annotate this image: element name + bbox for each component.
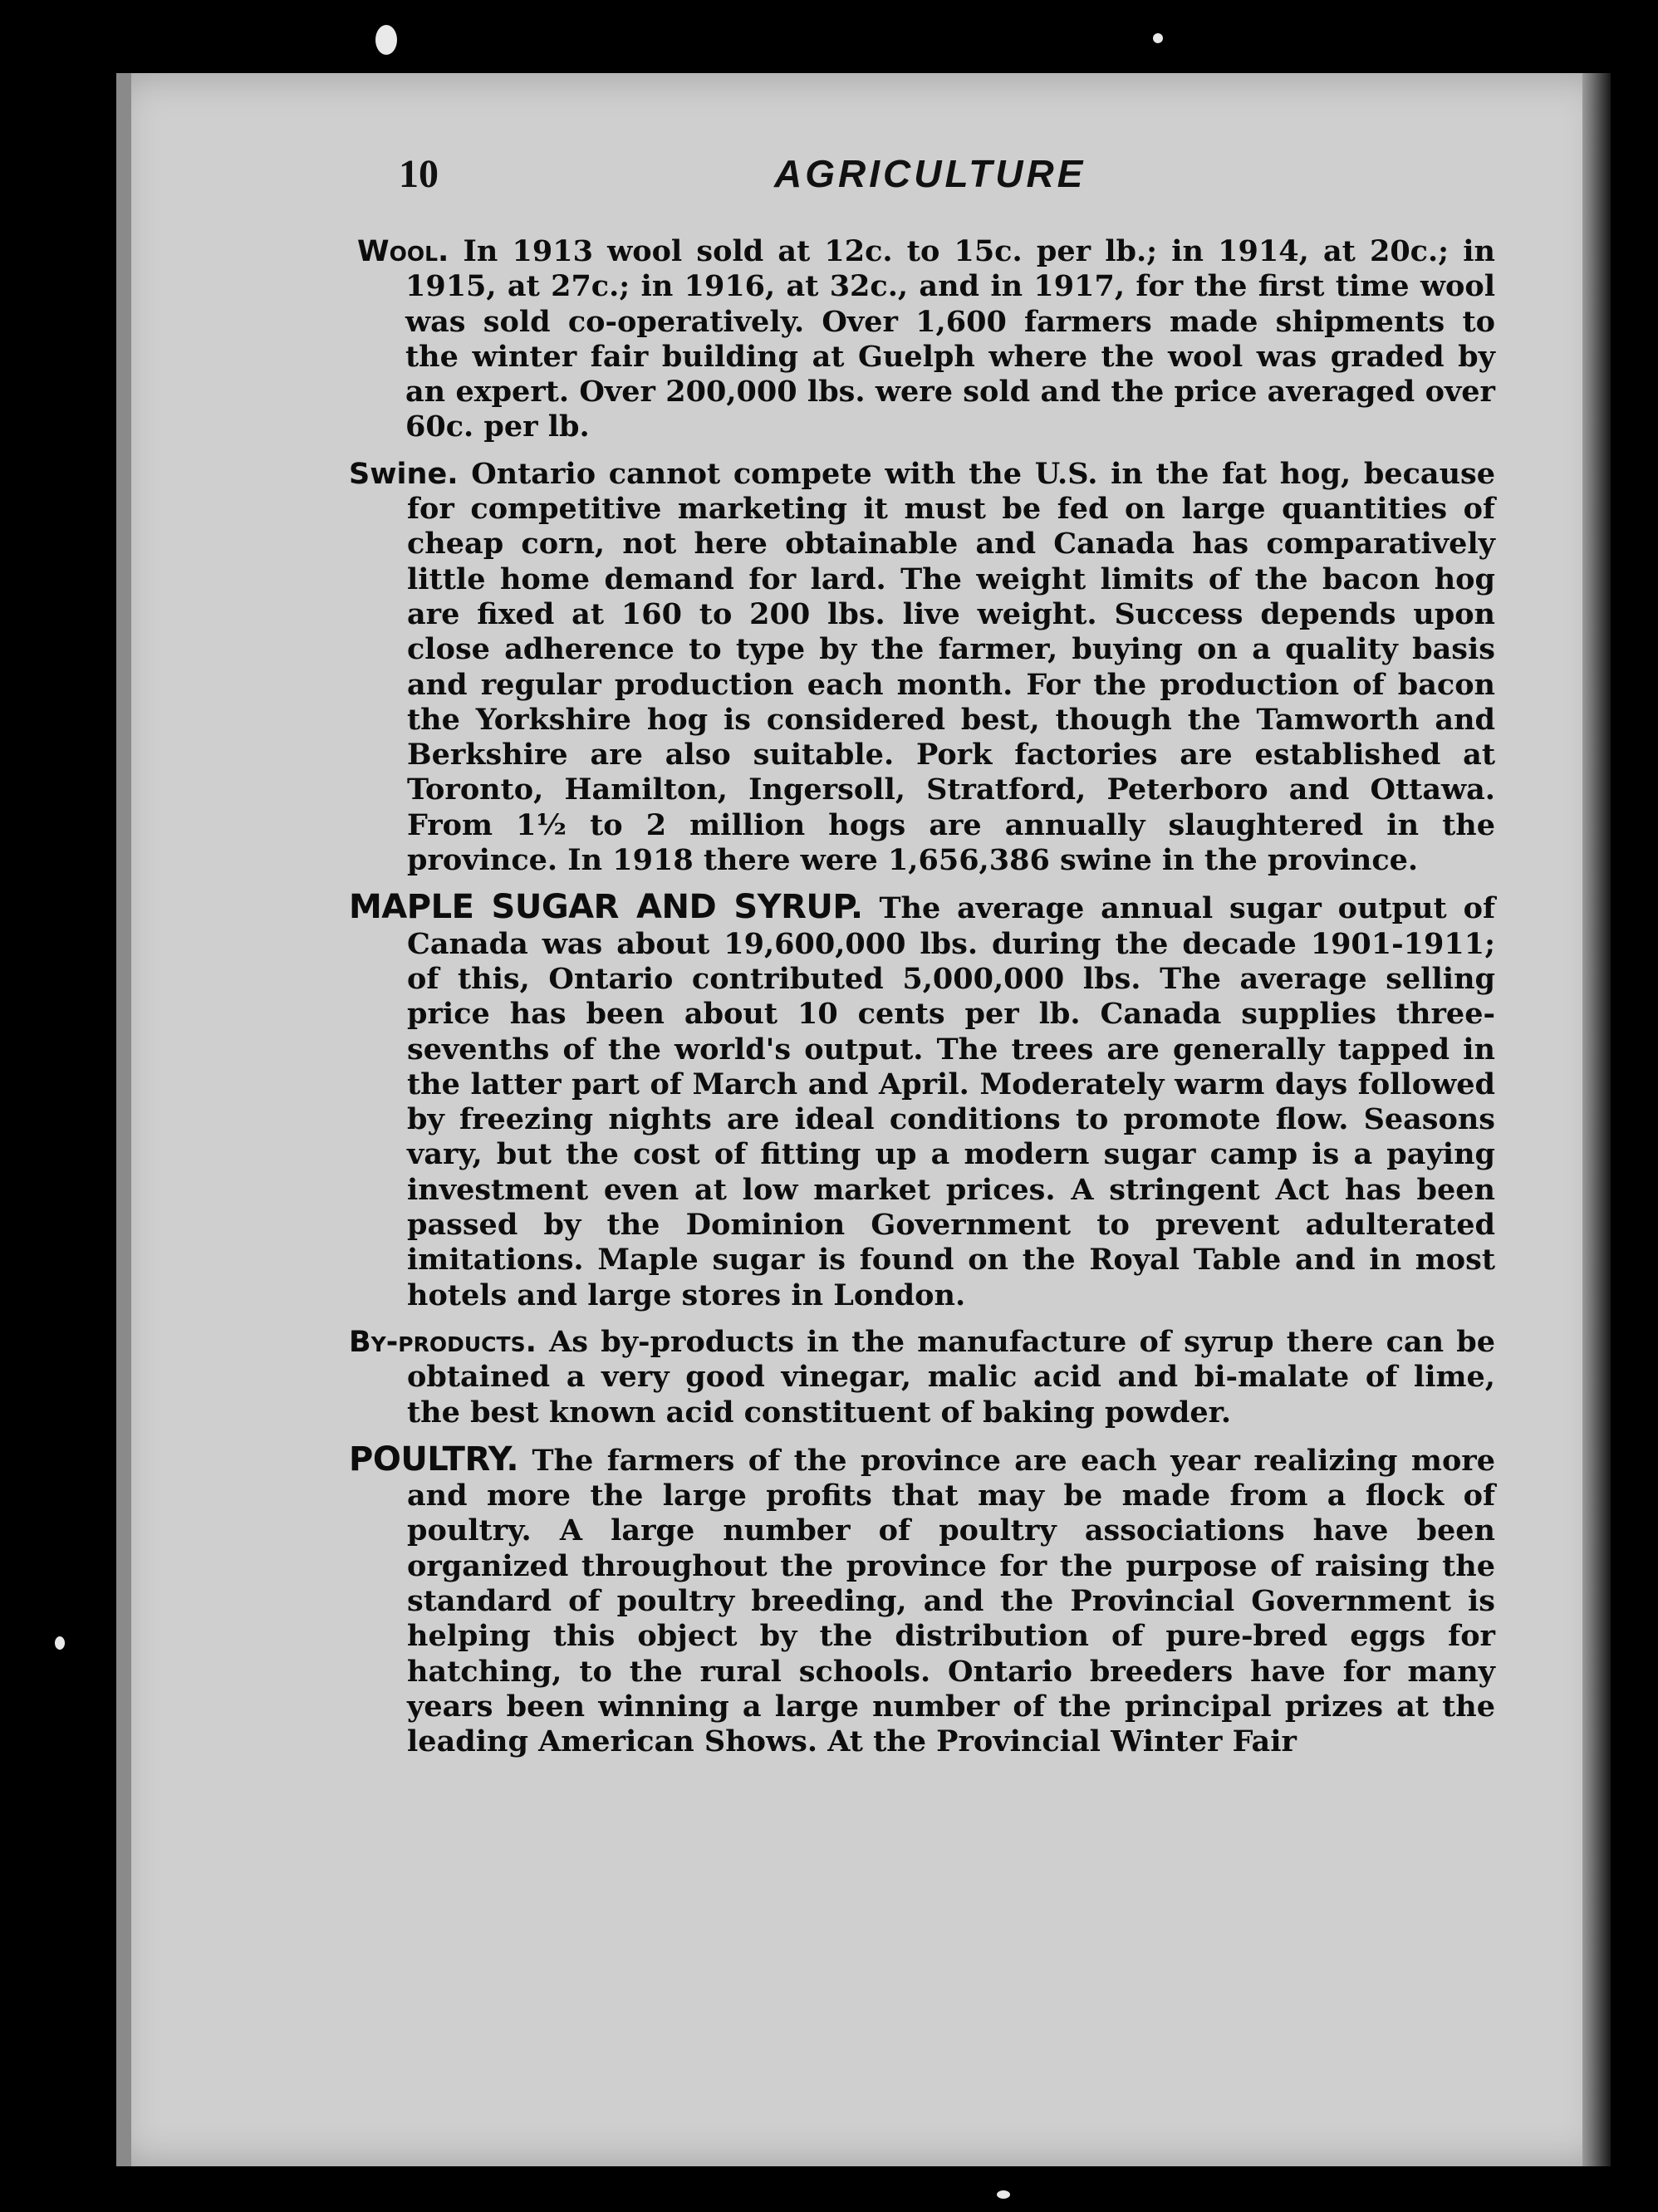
page-number: 10: [399, 152, 439, 196]
section-wool: [357, 234, 1495, 445]
section-heading: Swine.: [349, 457, 459, 491]
section-heading: Wool.: [357, 235, 449, 268]
section-heading: MAPLE SUGAR AND SYRUP.: [349, 888, 863, 927]
dust-speck: [997, 2190, 1010, 2199]
section-swine: [349, 456, 1495, 879]
page-header: [399, 151, 1620, 218]
page-body: [349, 234, 1496, 1771]
section-heading: POULTRY.: [349, 1440, 519, 1479]
section-text: In 1913 wool sold at 12c. to 15c. per lb.; in 1914, at 20c.; in 1915, at 27c.; in 1916, at 32c., and in 1917, for the first time wool was sold co-operatively. Over 1,600 farmers made shipments to the winter fair building at Guelph where the wool was graded by an expert. Over 200,000 lbs. were sold and the price averaged over 60c. per lb.: [405, 234, 1496, 444]
section-maple-sugar: [349, 888, 1496, 1313]
section-text: The farmers of the province are each year realizing more and more the large profits that may be made from a flock of poultry. A large number of poultry associations have been organized throughout the province for the purpose of raising the standard of poultry breeding, and the Provincial Government is helping this object by the distribution of pure-bred eggs for hatching, to the rural schools. Ontario breeders have for many years been winning a large number of the principal prizes at the leading American Shows. At the Provincial Winter Fair: [407, 1443, 1495, 1759]
dust-speck: [55, 1636, 65, 1650]
section-text: The average annual sugar output of Canada was about 19,600,000 lbs. during the decade 1901-1911; of this, Ontario contributed 5,000,000 lbs. The average selling price has been about 10 cents per lb. Canada supplies three-sevenths of the world's output. The trees are generally tapped in the latter part of March and April. Moderately warm days followed by freezing nights are ideal conditions to promote flow. Seasons vary, but the cost of fitting up a modern sugar camp is a paying investment even at low market prices. A stringent Act has been passed by the Dominion Government to prevent adulterated imitations. Maple sugar is found on the Royal Table and in most hotels and large stores in London.: [407, 891, 1496, 1312]
page-left-edge: [116, 73, 131, 2166]
section-poultry: [349, 1440, 1495, 1760]
dust-speck: [1153, 33, 1163, 43]
section-by-products: [349, 1324, 1496, 1430]
section-heading: By-products.: [349, 1325, 537, 1359]
running-head: AGRICULTURE: [774, 152, 1087, 195]
dust-speck: [375, 25, 397, 55]
page-binding-edge: [1582, 73, 1611, 2166]
section-text: As by-products in the manufacture of syrup there can be obtained a very good vinegar, malic acid and bi-malate of lime, the best known acid constituent of baking powder.: [407, 1324, 1496, 1430]
section-text: Ontario cannot compete with the U.S. in the fat hog, because for competitive marketing it must be fed on large quantities of cheap corn, not here obtainable and Canada has comparatively little home demand for lard. The weight limits of the bacon hog are fixed at 160 to 200 lbs. live weight. Success depends upon close adherence to type by the farmer, buying on a quality basis and regular production each month. For the production of bacon the Yorkshire hog is considered best, though the Tamworth and Berkshire are also suitable. Pork factories are established at Toronto, Hamilton, Ingersoll, Stratford, Peterboro and Ottawa. From 1½ to 2 million hogs are annually slaughtered in the province. In 1918 there were 1,656,386 swine in the province.: [407, 456, 1495, 878]
